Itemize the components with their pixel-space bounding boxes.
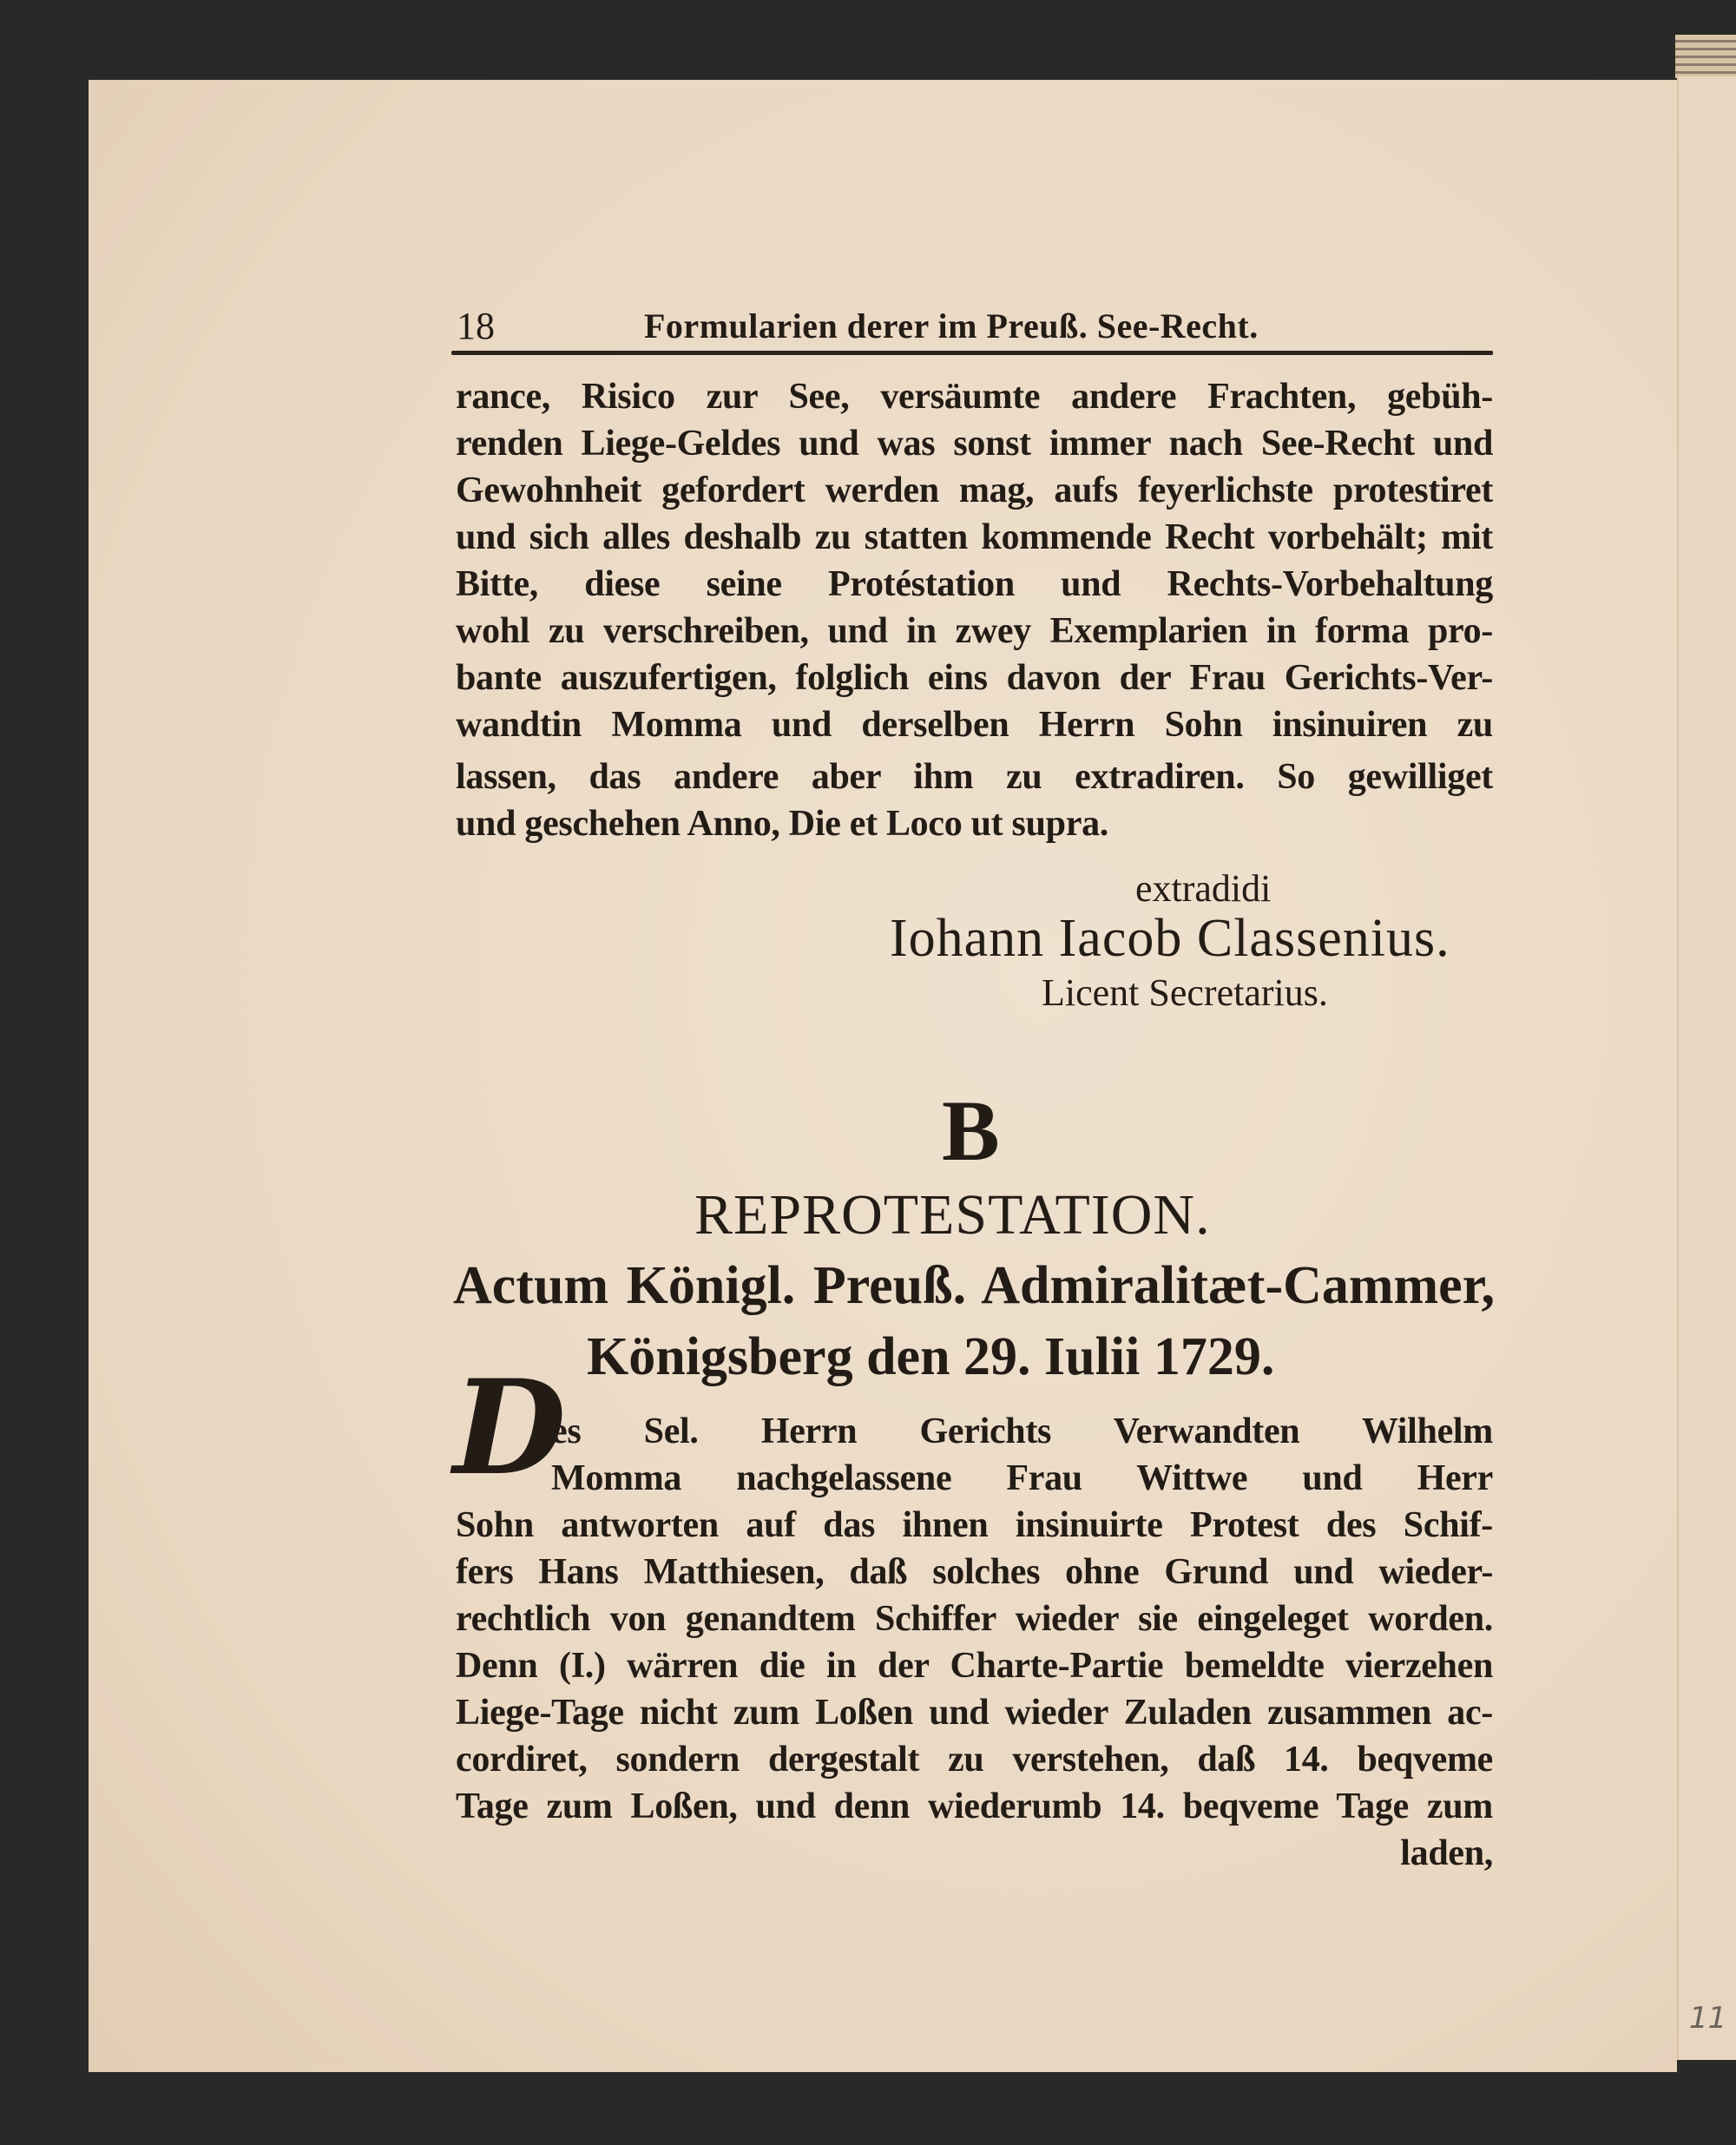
page-number: 18: [457, 305, 495, 347]
text-line: und geschehen Anno, Die et Loco ut supra.: [456, 804, 1108, 844]
text-line: cordiret, sondern dergestalt zu verstehen, daß 14. beqveme: [456, 1740, 1493, 1780]
text-line: bante auszufertigen, folglich eins davon der Frau Gerichts-Ver-: [456, 658, 1493, 698]
text-line: Momma nachgelassene Frau Wittwe und Herr: [551, 1458, 1493, 1498]
running-title: Formularien derer im Preuß. See-Recht.: [644, 306, 1259, 345]
section-title: REPROTESTATION.: [694, 1183, 1211, 1247]
paragraph-1: [456, 373, 1493, 847]
text-line: Sohn antworten auf das ihnen insinuirte Protest des Schif-: [456, 1505, 1493, 1545]
text-line: wohl zu verschreiben, und in zwey Exemplarien in forma pro-: [456, 611, 1493, 651]
pencil-folio-note: 11: [1689, 2001, 1727, 2036]
text-line: Liege-Tage nicht zum Loßen und wieder Zuladen zusammen ac-: [456, 1693, 1493, 1733]
text-line: rechtlich von genandtem Schiffer wieder sie eingeleget worden.: [456, 1599, 1493, 1639]
book-page-edges: [1675, 35, 1736, 78]
section-subtitle-line-1: Actum Königl. Preuß. Admiralitæt-Cammer,: [453, 1256, 1495, 1315]
header-rule: [451, 351, 1493, 355]
text-line: wandtin Momma und derselben Herrn Sohn insinuiren zu: [456, 705, 1493, 745]
signature-extradidi: extradidi: [1135, 867, 1272, 910]
text-line: fers Hans Matthiesen, daß solches ohne Grund und wieder-: [456, 1552, 1493, 1592]
text-line: Tage zum Loßen, und denn wiederumb 14. beqveme Tage zum: [456, 1786, 1493, 1826]
text-line: lassen, das andere aber ihm zu extradiren. So gewilliget: [456, 757, 1493, 797]
drop-cap: D: [453, 1352, 567, 1504]
section-subtitle-line-2: Königsberg den 29. Iulii 1729.: [587, 1327, 1275, 1386]
text-line: Bitte, diese seine Protéstation und Rechts-Vorbehaltung: [456, 564, 1493, 604]
text-line: und sich alles deshalb zu statten kommende Recht vorbehält; mit: [456, 517, 1493, 557]
section-letter: B: [942, 1082, 1000, 1179]
signature-name: Iohann Iacob Classenius.: [890, 909, 1450, 968]
facing-page-edge: [1677, 76, 1736, 2060]
text-line: Denn (I.) wärren die in der Charte-Partie bemeldte vierzehen: [456, 1646, 1493, 1686]
catchword: laden,: [1400, 1833, 1493, 1873]
text-line: renden Liege-Geldes und was sonst immer nach See-Recht und: [456, 424, 1493, 464]
paragraph-2: [456, 1408, 1493, 1877]
text-line: es Sel. Herrn Gerichts Verwandten Wilhelm: [551, 1411, 1493, 1451]
text-line: rance, Risico zur See, versäumte andere Frachten, gebüh-: [456, 377, 1493, 417]
signature-role: Licent Secretarius.: [1042, 971, 1328, 1014]
text-line: Gewohnheit gefordert werden mag, aufs feyerlichste protestiret: [456, 470, 1493, 510]
